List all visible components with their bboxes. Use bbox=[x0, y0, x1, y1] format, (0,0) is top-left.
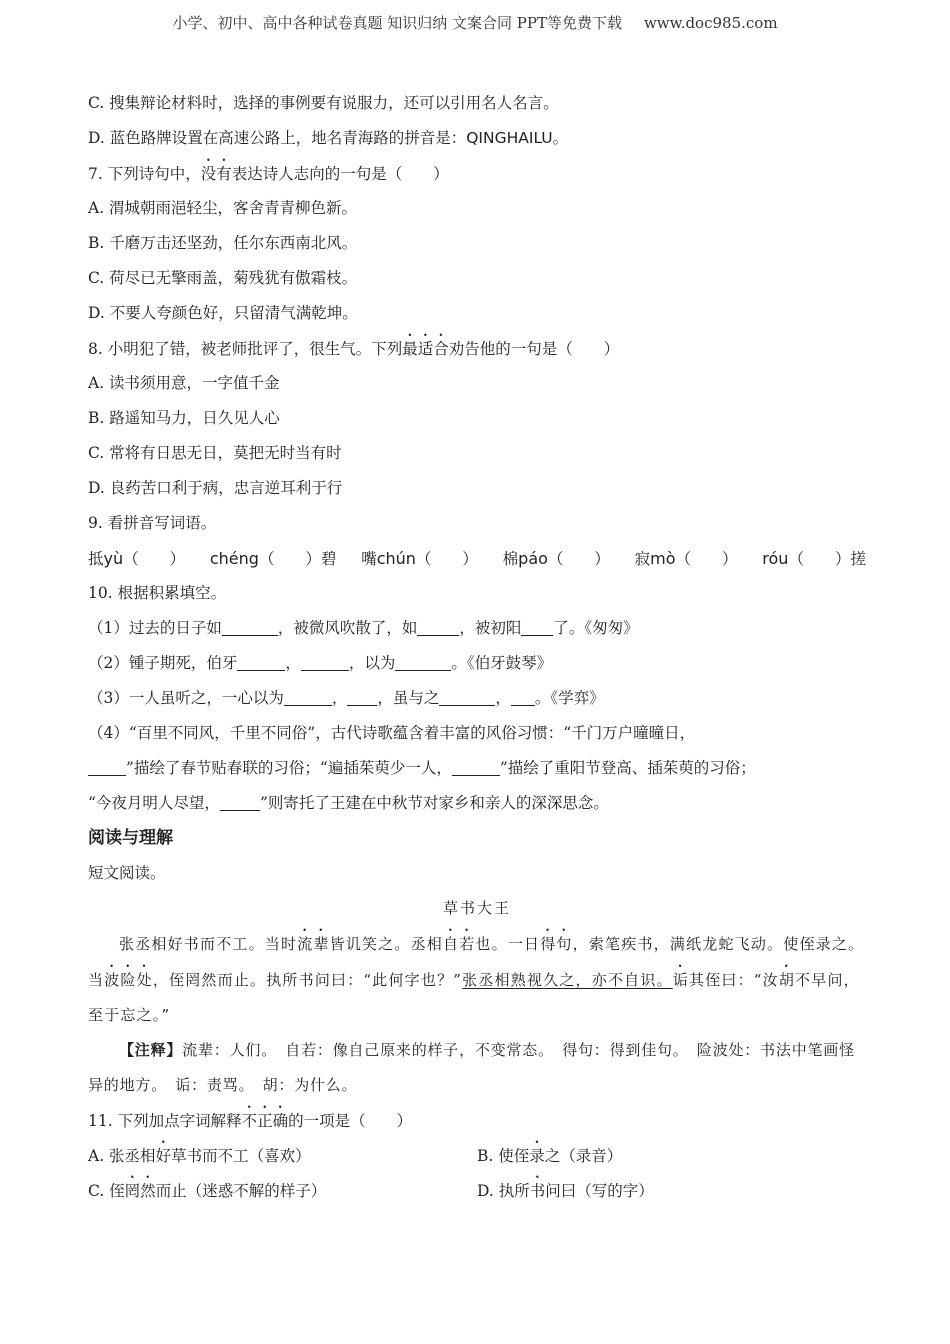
q11-option-d bbox=[477, 1173, 866, 1208]
answer-blank[interactable]: （ ） bbox=[123, 550, 186, 568]
pinyin-item bbox=[635, 541, 738, 576]
q7-stem-emphasis: 没有 bbox=[200, 165, 232, 183]
q11-options-row-2 bbox=[88, 1173, 866, 1208]
q10-text: ”描绘了春节贴春联的习俗；“遍插茱萸少一人， bbox=[126, 759, 452, 777]
option-text: C. 侄 bbox=[88, 1182, 125, 1200]
fill-blank[interactable] bbox=[521, 617, 553, 636]
option-text: 之（录音） bbox=[544, 1147, 623, 1165]
option-emphasis: 书 bbox=[529, 1182, 546, 1200]
q10-line-5 bbox=[88, 751, 866, 786]
q11-stem bbox=[88, 1103, 866, 1138]
story-text: ，侄罔然而止。执所书问曰：“此何字也？” bbox=[152, 971, 463, 989]
q10-line-4: （4）“百里不同风，千里不同俗”，古代诗歌蕴含着丰富的风俗习惯：“千门万户曈曈日， bbox=[88, 724, 696, 742]
option-text: B. 使侄 bbox=[477, 1147, 530, 1165]
header-url[interactable]: www.doc985.com bbox=[643, 14, 778, 32]
answer-blank[interactable]: （ ） bbox=[547, 550, 610, 568]
pinyin-text: róu bbox=[762, 549, 789, 568]
pinyin-item bbox=[762, 541, 866, 576]
option-text: D. 执所 bbox=[477, 1182, 530, 1200]
pinyin-text: yù bbox=[103, 549, 124, 568]
q10-text: ， bbox=[495, 689, 511, 707]
option-text: 问曰（写的字） bbox=[545, 1182, 654, 1200]
pinyin-item bbox=[361, 541, 478, 576]
q8-option-a: A. 读书须用意，一字值千金 bbox=[88, 374, 280, 392]
q10-text: ”则寄托了王建在中秋节对家乡和亲人的深深思念。 bbox=[259, 794, 609, 812]
q7-option-d: D. 不要人夸颜色好，只留清气满乾坤。 bbox=[88, 304, 358, 322]
answer-blank[interactable]: （ ） bbox=[415, 550, 478, 568]
pinyin-text: mò bbox=[650, 549, 676, 568]
pinyin-item bbox=[88, 541, 185, 576]
story-underlined-sentence: 张丞相熟视久之，亦不自识。 bbox=[462, 971, 673, 989]
fill-blank[interactable] bbox=[452, 757, 500, 776]
q10-text: 了。《匆匆》 bbox=[553, 619, 639, 637]
story-text: 皆讥笑之。丞相 bbox=[329, 935, 444, 953]
q8-stem-suffix: 劝告他的一句是（ ） bbox=[448, 340, 620, 358]
fill-blank[interactable] bbox=[511, 687, 535, 706]
q8-option-d: D. 良药苦口利于病，忠言逆耳利于行 bbox=[88, 479, 343, 497]
option-text: 草书而不工（喜欢） bbox=[171, 1147, 311, 1165]
answer-blank[interactable]: （ ） bbox=[258, 550, 321, 568]
page-header bbox=[0, 12, 950, 33]
story-text: 也。一日 bbox=[475, 935, 541, 953]
pinyin-item bbox=[210, 541, 337, 576]
fill-blank[interactable] bbox=[237, 652, 285, 671]
q6-d-suffix: 。 bbox=[552, 129, 569, 147]
header-text: 小学、初中、高中各种试卷真题 知识归纳 文案合同 PPT等免费下载 bbox=[172, 14, 622, 32]
q10-text: ，被初阳 bbox=[459, 619, 522, 637]
q10-text: 。《伯牙鼓琴》 bbox=[451, 654, 553, 672]
q11-stem-emphasis: 不正确 bbox=[241, 1112, 289, 1130]
story-text: 不早问，至于忘之。” bbox=[88, 971, 860, 1024]
option-text: 而止（迷惑不解的样子） bbox=[155, 1182, 327, 1200]
fill-blank[interactable] bbox=[347, 687, 377, 706]
q10-text: ，虽与之 bbox=[377, 689, 440, 707]
q6-option-d bbox=[88, 121, 866, 156]
q8-stem-emphasis: 最适合 bbox=[402, 340, 449, 358]
q11-option-a bbox=[88, 1138, 477, 1173]
q6-d-prefix: D. 蓝色路牌设置在高速公路上，地名青海路的拼音是： bbox=[88, 129, 467, 147]
q6-option-c: C. 搜集辩论材料时，选择的事例要有说服力，还可以引用名人名言。 bbox=[88, 94, 559, 112]
fill-blank[interactable] bbox=[395, 652, 451, 671]
q6-d-pinyin: QINGHAILU bbox=[466, 129, 553, 147]
story-text: 其侄曰：“汝 bbox=[688, 971, 779, 989]
q9-stem: 9. 看拼音写词语。 bbox=[88, 514, 217, 532]
story-text: 张丞相好书而不工。当时 bbox=[119, 935, 298, 953]
fill-blank[interactable] bbox=[222, 617, 278, 636]
fill-blank[interactable] bbox=[88, 757, 126, 776]
q10-text: ，被微风吹散了，如 bbox=[277, 619, 418, 637]
q11-stem-prefix: 11. 下列加点字词解释 bbox=[88, 1112, 242, 1130]
story-paragraph bbox=[88, 926, 866, 1033]
story-emphasis: 波险处 bbox=[104, 971, 153, 989]
q7-option-a: A. 渭城朝雨浥轻尘，客舍青青柳色新。 bbox=[88, 199, 358, 217]
q10-text: ， bbox=[285, 654, 301, 672]
story-annotation bbox=[88, 1033, 866, 1103]
option-emphasis: 罔然 bbox=[124, 1182, 156, 1200]
q8-option-c: C. 常将有日思无日，莫把无时当有时 bbox=[88, 444, 342, 462]
story-emphasis: 自若 bbox=[443, 935, 476, 953]
q7-stem-suffix: 表达诗人志向的一句是（ ） bbox=[231, 165, 449, 183]
q11-option-c bbox=[88, 1173, 477, 1208]
pinyin-item bbox=[503, 541, 610, 576]
q10-text: “今夜月明人尽望， bbox=[88, 794, 220, 812]
pinyin-text: chéng bbox=[209, 549, 259, 568]
pinyin-item-pre: 嘴 bbox=[361, 550, 377, 568]
story-emphasis: 流辈 bbox=[297, 935, 330, 953]
story-emphasis: 得句 bbox=[540, 935, 573, 953]
option-emphasis: 好 bbox=[155, 1147, 172, 1165]
reading-intro: 短文阅读。 bbox=[88, 864, 166, 882]
q7-stem-prefix: 7. 下列诗句中， bbox=[88, 165, 201, 183]
q10-text: ，以为 bbox=[348, 654, 396, 672]
q10-text: ， bbox=[331, 689, 348, 707]
q10-stem: 10. 根据积累填空。 bbox=[88, 584, 227, 602]
q8-option-b: B. 路遥知马力，日久见人心 bbox=[88, 409, 280, 427]
pinyin-text: chún bbox=[376, 549, 416, 568]
q10-text: 。《学弈》 bbox=[534, 689, 605, 707]
fill-blank[interactable] bbox=[220, 792, 260, 811]
q8-stem-prefix: 8. 小明犯了错，被老师批评了，很生气。下列 bbox=[88, 340, 403, 358]
q10-line-6 bbox=[88, 786, 866, 821]
q7-option-c: C. 荷尽已无擎雨盖，菊残犹有傲霜枝。 bbox=[88, 269, 358, 287]
fill-blank[interactable] bbox=[439, 687, 495, 706]
q9-pinyin-row bbox=[88, 541, 866, 576]
story-emphasis: 胡 bbox=[778, 971, 796, 989]
story-text: ，索笔疾书，满纸龙蛇飞动。使侄录之。当 bbox=[88, 935, 865, 989]
q10-text: （2）锺子期死，伯牙 bbox=[88, 654, 238, 672]
q8-stem bbox=[88, 331, 866, 366]
q10-text: （1）过去的日子如 bbox=[88, 619, 222, 637]
q10-line-1 bbox=[88, 611, 866, 646]
annotation-label: 【注释】 bbox=[119, 1041, 183, 1059]
q10-line-3 bbox=[88, 681, 866, 716]
q11-options-row-1 bbox=[88, 1138, 866, 1173]
pinyin-item-pre: 寂 bbox=[634, 550, 651, 568]
q7-stem bbox=[88, 156, 866, 191]
fill-blank[interactable] bbox=[417, 617, 459, 636]
document-body bbox=[88, 86, 866, 1208]
q11-stem-suffix: 的一项是（ ） bbox=[288, 1112, 413, 1130]
story-title: 草书大王 bbox=[442, 899, 511, 917]
answer-blank[interactable]: （ ） bbox=[675, 550, 738, 568]
q7-option-b: B. 千磨万击还坚劲，任尔东西南北风。 bbox=[88, 234, 358, 252]
pinyin-item-pre: 棉 bbox=[502, 550, 519, 568]
fill-blank[interactable] bbox=[284, 687, 332, 706]
story-emphasis: 诟 bbox=[672, 971, 689, 989]
pinyin-item-post: 搓 bbox=[850, 550, 866, 568]
q10-line-2 bbox=[88, 646, 866, 681]
q10-text: （3）一人虽听之，一心以为 bbox=[88, 689, 284, 707]
pinyin-item-pre: 抵 bbox=[88, 550, 104, 568]
q10-text: ”描绘了重阳节登高、插茱萸的习俗； bbox=[499, 759, 756, 777]
annotation-text: 流辈：人们。 自若：像自己原来的样子，不变常态。 得句：得到佳句。 险波处：书法中笔画怪异的地方。 诟：责骂。 胡：为什么。 bbox=[88, 1041, 855, 1094]
option-text: A. 张丞相 bbox=[88, 1147, 156, 1165]
section-title: 阅读与理解 bbox=[88, 828, 173, 848]
answer-blank[interactable]: （ ） bbox=[788, 550, 851, 568]
q11-option-b bbox=[477, 1138, 866, 1173]
pinyin-item-post: 碧 bbox=[320, 550, 337, 568]
option-emphasis: 录 bbox=[529, 1147, 545, 1165]
fill-blank[interactable] bbox=[301, 652, 349, 671]
pinyin-text: páo bbox=[518, 549, 548, 568]
